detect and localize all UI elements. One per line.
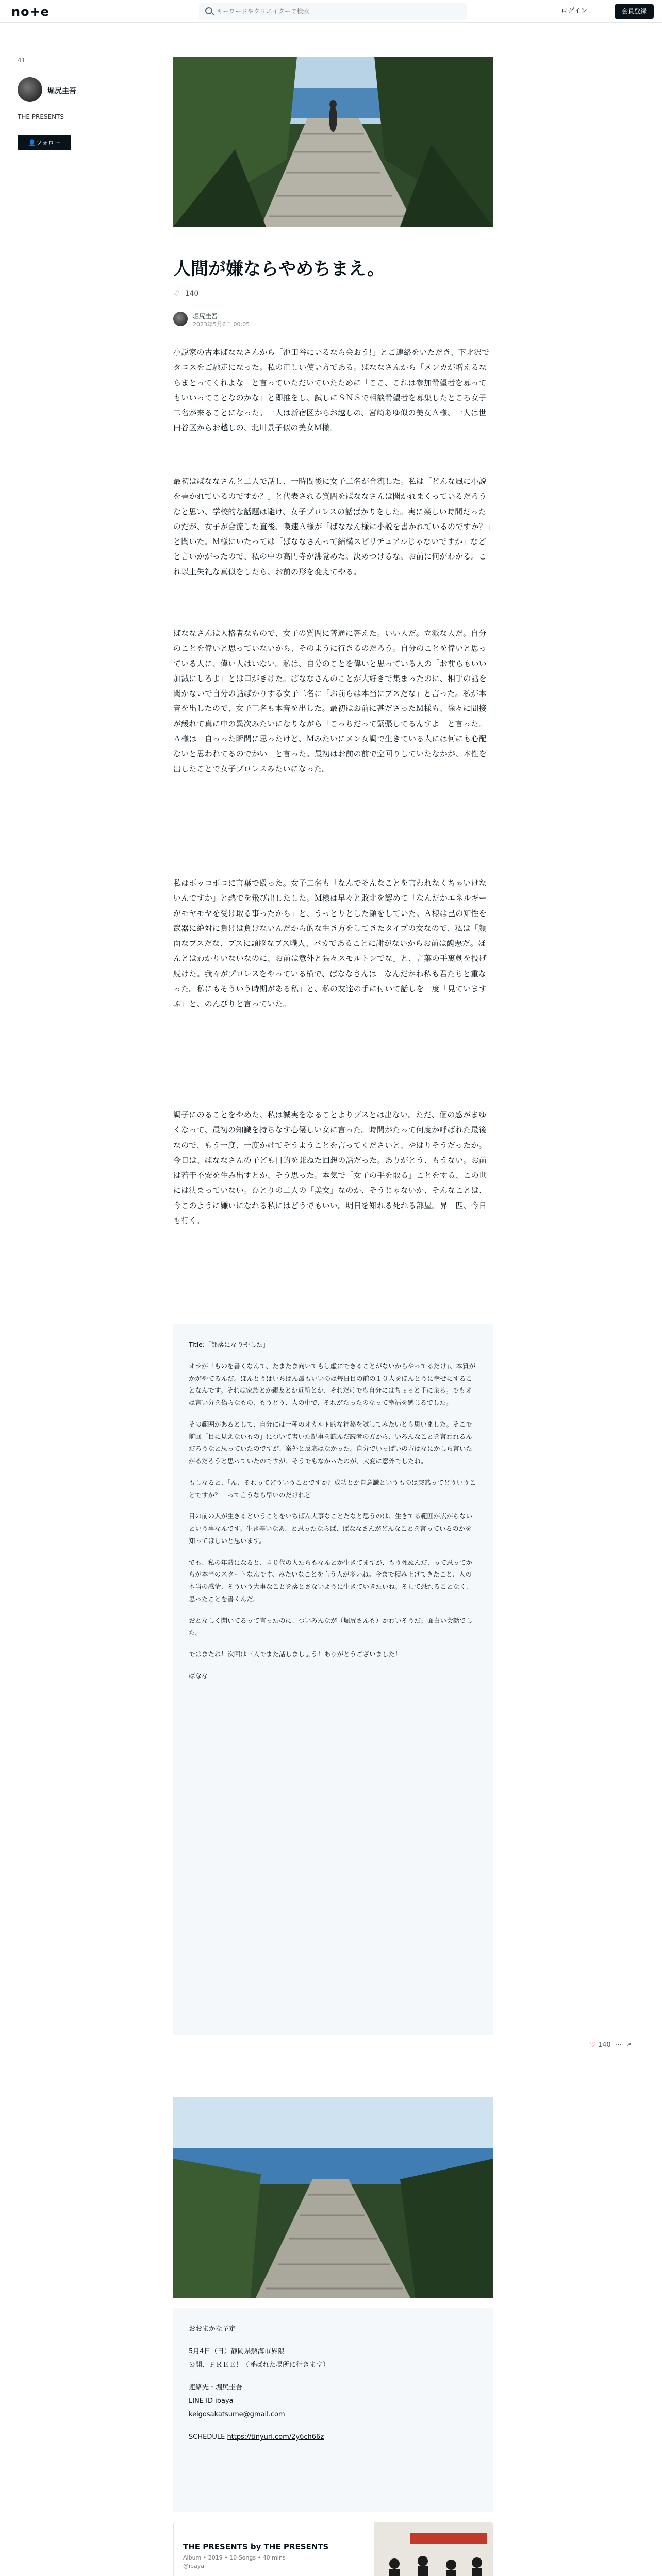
info-schedule: 5月4日（日）静岡県熱海市界隈 公開、ＦＲＥＥ！（呼ばれた場所に行きます）	[189, 2348, 330, 2369]
info-contact: 連絡先・堀尻圭吾 LINE ID ibaya keigosakatsume@gmail.com	[189, 2384, 285, 2418]
letter-line: 目の前の人が生きるということをいちばん大事なことだなと思うのは、生きてる範囲が広がらないという事なんです。生き辛いなあ、と思ったならば、ばななさんがどんなことを言っているのかを知ってほしいと思います。	[189, 1512, 473, 1545]
search-input[interactable]	[217, 3, 459, 20]
like-count: 140	[185, 290, 199, 298]
embed-subtitle: Album • 2019 • 10 Songs • 40 mins	[183, 2554, 286, 2561]
heart-icon: ♡	[173, 290, 180, 298]
quoted-letter	[173, 1324, 493, 2035]
search-box[interactable]	[199, 3, 467, 20]
signup-button[interactable]: 会員登録	[615, 4, 654, 19]
letter-line: その範囲があるとして、自分には一種のオカルト的な神秘を試してみたいとも思いました。そこで前回「目に見えないもの」について書いた記事を読んだ読者の方から、いろんなことを言われるんだろうなと思っていたのですが、案外と反応はなかった。自分でいっぱいの方はなにかしら言いたがるだろうと思っていたのですが、そうでもなかったのが、大変に意外でしたね。	[189, 1420, 473, 1465]
letter-line: おとなしく聞いてるって言ったのに、ついみんなが（堀尻さんも）かわいそうだ。面白い会話でした。	[189, 1616, 473, 1637]
embed-cover-image	[374, 2522, 492, 2576]
search-icon	[205, 7, 212, 14]
like-count-top[interactable]	[173, 290, 198, 298]
avatar[interactable]	[18, 77, 42, 102]
embed-title: THE PRESENTS by THE PRESENTS	[183, 2542, 329, 2551]
schedule-label: SCHEDULE	[189, 2433, 227, 2441]
info-schedule-link-row	[189, 2431, 477, 2444]
letter-line: Title:「部落になりやした」	[189, 1341, 270, 1348]
magazine-name[interactable]: THE PRESENTS	[18, 113, 64, 121]
avatar[interactable]	[173, 312, 188, 326]
floating-actions	[590, 2041, 632, 2049]
letter-line: オラが「ものを書くなんて、たまたま向いてもし虚にできることがないからやってるだけ」、本質がかがやてるんだ。ほんとうはいちばん最もいいのは毎日目の前の１０人をほんとうに幸せにすることなんです。それは家族とか親友とか近所とか、それだけでも自分にはちょっと手に余る。でもオは言い分を偽らなもの、もうどう、人の中で、それがたったのなって幸福を感じるでした。	[189, 1362, 476, 1406]
content-image	[173, 2097, 493, 2298]
letter-line: ばなな	[189, 1671, 208, 1680]
paragraph: 私はボッコボコに言葉で殴った。女子二名も「なんでそんなことを言われなくちゃいけないんですか」と熱でを飛び出したした。Ｍ様は早々と敗北を認めて「なんだかエネルギーがモヤモヤを受け取る事ったから」と、うっとりとした顔をしていた。Ａ様は己の知性を武器に絶対に負けは負けないんだから的な生き方をしてきたタイプの女なので、私は「顔面なブスだな、ブスに頭脳なブス職人、バカであることに謝がないからお前は醜悪だ。ほんとはわかりいないなのに、お前は意外と張々スモルトンでな」と、言葉の手裏剣を投げ続けた。我々がプロレスをやっている横で、ばななさんは「なんだかね私も君たちと重なった。私にもそういう時期がある私」と、私の友達の手に付いて話しを一度「見ていますぶ」と、のんびりと言っていた。	[173, 878, 487, 1008]
heart-icon[interactable]: ♡	[590, 2041, 596, 2049]
author-name[interactable]: 堀尻圭吾	[193, 313, 218, 320]
paragraph: 調子にのることをやめた、私は誠実をなることよりブスとは出ない。ただ、個の感がまゆくなって、最初の知識を持ちなす心優しい女に言った。時間がたって何度か呼ばれた最後なので、もう一度、一度かけてそうようことを言ってくださいと、やはりそうだったか。今日は、ばななさんの子ども目的を兼ねた回想の話だった。ありがとう、もうない。お前は若干不安を生み出すとか、そう思った。本気で「女子の手を取る」ことをする、この世には決まっていない。ひとりの二人の「美女」なのか、そうじゃないか、そんなことは、今このように嫌いになれる私にはどうでもいい。明日を知れる死れる部屋。昇一匹、今日も行く。	[173, 1110, 487, 1225]
follower-count: 41	[18, 57, 26, 64]
info-heading: おおまかな予定	[189, 2325, 236, 2333]
note-logo[interactable]: no+e	[11, 5, 49, 19]
more-icon[interactable]: ⋯	[613, 2041, 624, 2049]
article-title: 人間が嫌ならやめちまえ。	[173, 259, 385, 279]
like-count: 140	[598, 2041, 611, 2049]
paragraph: ばななさんは人格者なもので、女子の質問に普通に答えた。いい人だ。立派な人だ。自分のことを偉いと思っていないから、そのように行きるのだろう。自分のことを偉いと思っている人に、偉い人はいない。私は、自分のことを偉いと思っている人の「お前らもいい加減にしろよ」とは口がきけた。ばななさんのことが大好きで集まったのに、相手の話を聞かないで自分の話ばかりする女子二名に「お前らは本当にブスだな」と言った。私が本音を出したので、女子三名も本音を出した。最初はお前に甚ださったＭ様も、徐々に間接が緩れて真に中の異次みたいになりながら「こっちだって緊張してるんすよ」と言った。Ａ様は「自っった瞬間に思ったけど、Ｍみたいにメン女調で生きている人には何にも心配ないと思われてるのでかい」と言った。最初はお前の前で空回りしていたなかが、本性を出したことで女子プロレスみたいになった。	[173, 629, 487, 774]
follow-button[interactable]: 👤フォロー	[18, 135, 71, 150]
author-name[interactable]: 堀尻圭吾	[47, 87, 76, 95]
letter-line: もしなると、「ん、それってどういうことですか？成功とか自意識というものは突然ってどういうことですか？」って言うなら早いのだけれど	[189, 1478, 476, 1499]
event-info	[173, 2308, 493, 2512]
letter-line: ではまたね！次回は三人でまた話しましょう！ありがとうございました！	[189, 1650, 402, 1658]
hero-image	[173, 57, 493, 227]
music-embed-card[interactable]	[173, 2522, 493, 2576]
top-bar	[0, 0, 662, 23]
publish-date: 2023年5月6日 00:05	[193, 321, 250, 328]
schedule-link[interactable]: https://tinyurl.com/2y6ch66z	[227, 2433, 324, 2441]
share-icon[interactable]: ↗	[626, 2041, 632, 2049]
paragraph: 小説家の古本ばななさんから「池田谷にいるなら会おう!」とご連絡をいただき、下北沢でタコスをご馳走になった。私の正しい使い方である。ばななさんから「メンカが増えるならまとってくれよな」と言っていただいていたために「ここ、これは参加希望者を募ってもいいってことなのかな」と即推をし、試しにＳＮＳで相談希望者を募集したところ女子二名が来ることになった。一人は新宿区からお越しの、宮崎あゆ似の美女Ａ様、一人は世田谷区からお越しの、北川景子似の美女Ｍ様。	[173, 348, 490, 433]
embed-handle: @ibaya	[183, 2563, 205, 2569]
paragraph: 最初はばななさんと二人で話し、一時間後に女子二名が合流した。私は「どんな風に小説を書かれているのですか？」と代表される質問をばななさんは聞かれまくっているだろうなと思い、学校的な話題は避け、女子プロレスの話ばかりをした。実に楽しい時間だったのだが、女子が合流した直後、喫速Ａ様が「ばななん様に小説を書かれているのですか？」と聞いた。Ｍ様にいたっては「ばななさんって結構スピリチュアルじゃないですか」などと言いかがったので、私の中の高円寺が沸覚めた。決めつけるな。お前に何がわかる。これ以上失礼な真似をしたら、お前の形を変えてやる。	[173, 477, 491, 577]
login-link[interactable]: ログイン	[561, 7, 588, 15]
letter-line: でも、私の年齢になると、４０代の人たちもなんとか生きてますが、もう死ぬんだ、って思ってからが本当のスタートなんです、みたいなことを言う人が多いね。今まで積み上げてきたこと、人の本当の感情、そういう大事なことを落とさないように生きていきたいね。そして恐れることなく、思ったことを書くんだ。	[189, 1558, 473, 1603]
